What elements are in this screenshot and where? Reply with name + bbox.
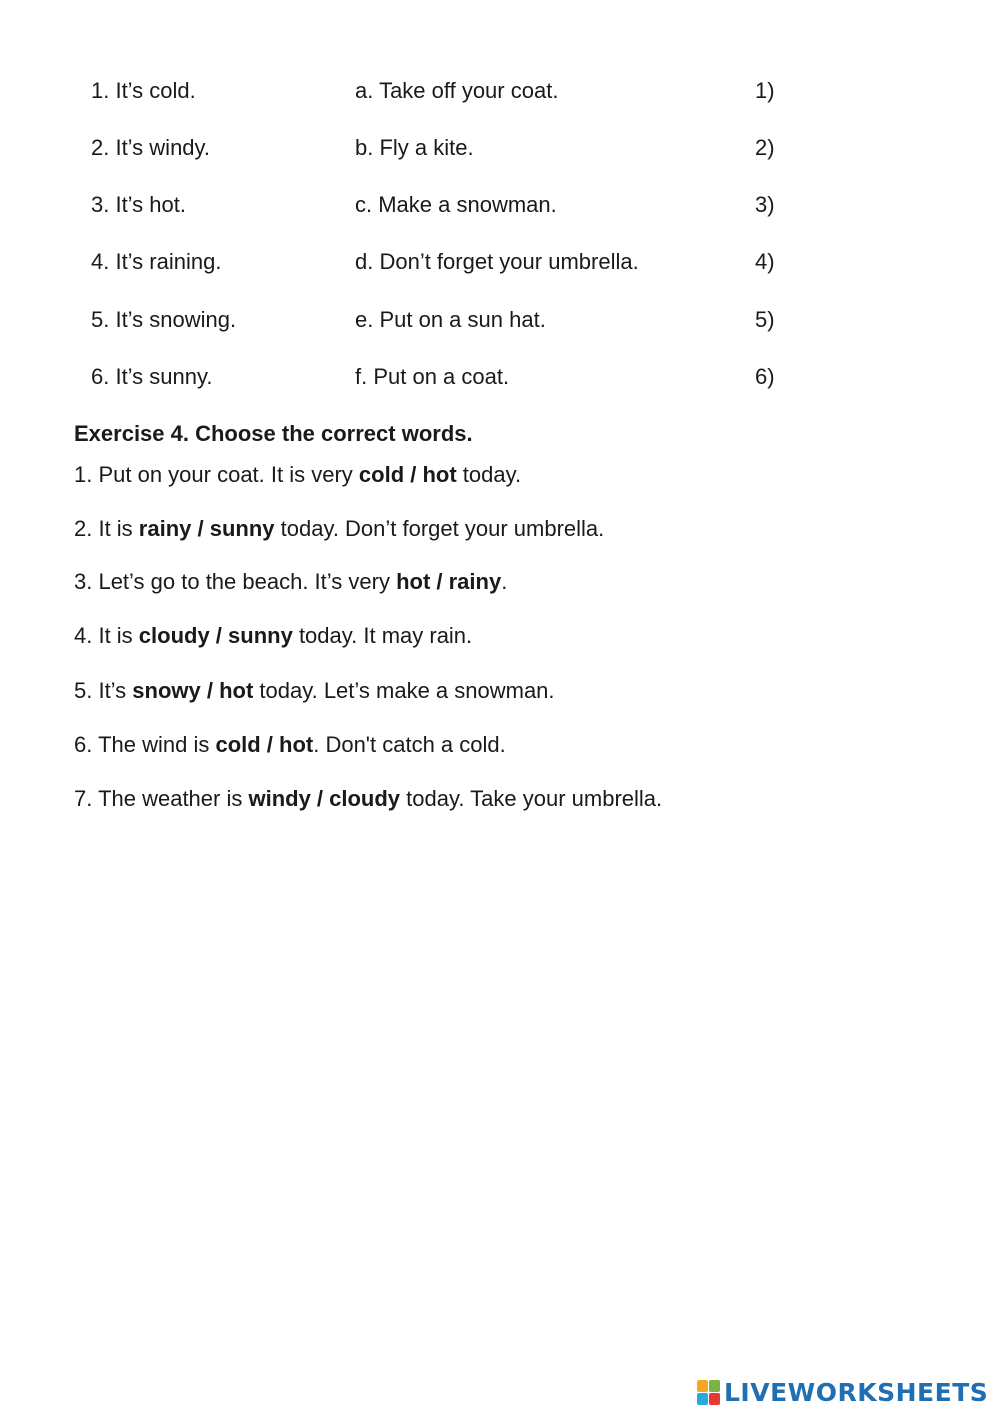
situation-text: 1. It’s cold.: [91, 78, 196, 103]
sentence-text-after: . Don't catch a cold.: [313, 732, 506, 757]
word-choice: rainy / sunny: [138, 516, 275, 541]
situation-text: 4. It’s raining.: [91, 249, 222, 274]
sentence-text-before: 7. The weather is: [74, 786, 249, 811]
sentence-text-before: 4. It is: [74, 623, 139, 648]
advice-text: e. Put on a sun hat.: [355, 307, 546, 332]
advice-text: f. Put on a coat.: [355, 364, 510, 389]
exercise-sentence: [74, 730, 506, 760]
situation-text: 6. It’s sunny.: [91, 364, 213, 389]
advice-text: b. Fly a kite.: [355, 135, 474, 160]
sentence-text-after: today. It may rain.: [292, 623, 473, 648]
exercise-sentence: [74, 514, 604, 544]
word-choice: snowy / hot: [132, 678, 254, 703]
matching-row: [0, 305, 1000, 335]
sentence-text-before: 2. It is: [74, 516, 139, 541]
word-choice: hot / rainy: [396, 569, 502, 594]
sentence-text-before: 5. It’s: [74, 678, 133, 703]
advice-text: c. Make a snowman.: [355, 192, 557, 217]
advice-text: d. Don’t forget your umbrella.: [355, 249, 639, 274]
sentence-text-before: 3. Let’s go to the beach. It’s very: [74, 569, 397, 594]
matching-row: [0, 76, 1000, 106]
sentence-text-after: today.: [456, 462, 522, 487]
exercise-sentence: [74, 784, 662, 814]
sentence-text-before: 1. Put on your coat. It is very: [74, 462, 359, 487]
exercise-sentence: [74, 621, 472, 651]
exercise-sentence: [74, 460, 521, 490]
sentence-text-after: .: [501, 569, 508, 594]
answer-slot: 4): [755, 249, 775, 274]
situation-text: 3. It’s hot.: [91, 192, 186, 217]
matching-row: [0, 247, 1000, 277]
matching-row: [0, 362, 1000, 392]
word-choice: cloudy / sunny: [138, 623, 293, 648]
matching-row: [0, 190, 1000, 220]
exercise-4-title: Exercise 4. Choose the correct words.: [74, 421, 473, 446]
answer-slot: 2): [755, 135, 775, 160]
answer-slot: 3): [755, 192, 775, 217]
advice-text: a. Take off your coat.: [355, 78, 559, 103]
word-choice: cold / hot: [215, 732, 314, 757]
answer-slot: 5): [755, 307, 775, 332]
situation-text: 5. It’s snowing.: [91, 307, 237, 332]
answer-slot: 1): [755, 78, 775, 103]
sentence-text-after: today. Let’s make a snowman.: [253, 678, 555, 703]
word-choice: cold / hot: [358, 462, 457, 487]
situation-text: 2. It’s windy.: [91, 135, 211, 160]
exercise-sentence: [74, 676, 555, 706]
sentence-text-after: today. Don’t forget your umbrella.: [274, 516, 605, 541]
liveworksheets-logo-text: LIVEWORKSHEETS: [724, 1378, 989, 1407]
liveworksheets-logo: [697, 1377, 988, 1409]
answer-slot: 6): [755, 364, 775, 389]
liveworksheets-logo-icon: [697, 1380, 721, 1406]
sentence-text-before: 6. The wind is: [74, 732, 216, 757]
exercise-sentence: [74, 567, 507, 597]
matching-row: [0, 133, 1000, 163]
sentence-text-after: today. Take your umbrella.: [400, 786, 663, 811]
word-choice: windy / cloudy: [248, 786, 401, 811]
